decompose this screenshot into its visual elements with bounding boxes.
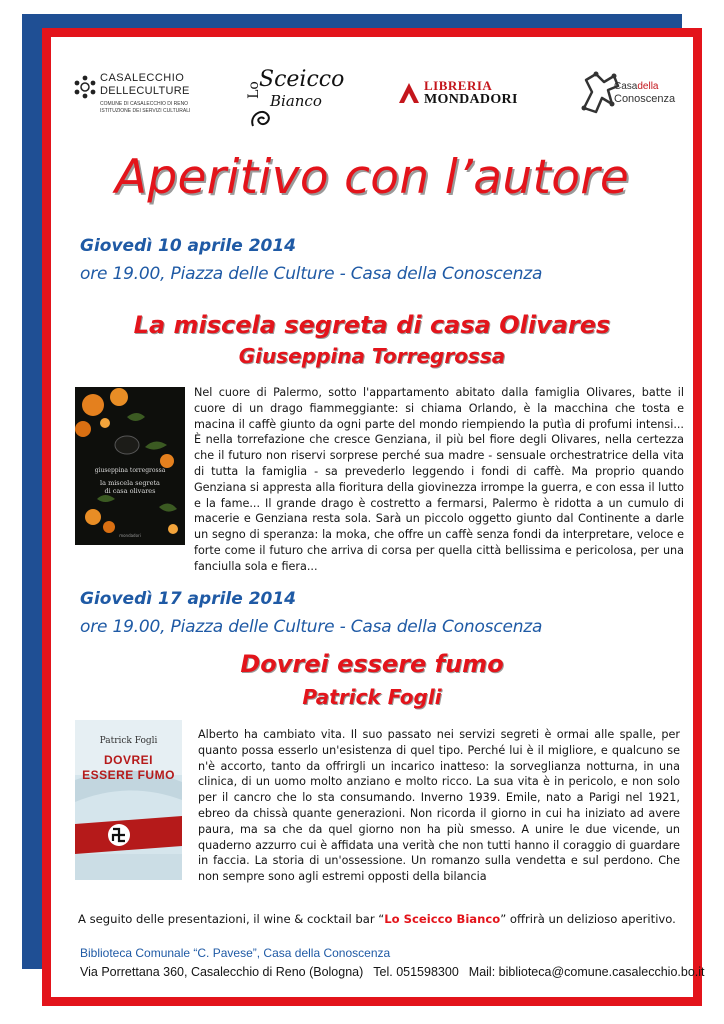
mondadori-a-icon xyxy=(398,82,420,104)
footer-aperitivo-note xyxy=(78,912,676,926)
mondadori-name: MONDADORI xyxy=(424,92,518,107)
cover1-publisher: mondadori xyxy=(119,533,141,538)
casalecchio-line2: DELLECULTURE xyxy=(100,85,190,97)
bianco-word: Bianco xyxy=(270,92,322,110)
mondadori-logo xyxy=(398,76,528,116)
sceicco-lo: Lo xyxy=(245,81,262,99)
note-highlight: Lo Sceicco Bianco xyxy=(384,912,501,926)
event1-synopsis: Nel cuore di Palermo, sotto l'appartamento abitato dalla famiglia Olivares, batte il cuore di un drago fiammeggiante: si chiama Orlando, è la macchina che tosta e macina il caffè giunto da ogni parte del mondo riempiendo la putìa di profumi intensi... È nella torrefazione che cresce Genziana, il più bel fiore degli Olivares, nella certezza che il futuro non riservi sorprese perché sua madre - sensuale orchestratrice della vita di tutta la famiglia - sa prevederlo leggendo i fondi di caffè. Ma proprio quando Genziana si appresta alla fioritura della giovinezza irrompe la guerra, e con essa il lutto e la fame... Il grande drago è costretto a fermarsi, Palermo è ridotta a un cumulo di macerie e Genziana resta sola. Sarà un piccolo oggetto giunto dal Continente a darle un segno di speranza: la moka, che offre un caffè senza fondi da interpretare, veloce e forte come il futuro che arriva di corsa per quella città bellissima e pericolosa, per una fanciulla sola e fiera... xyxy=(194,386,684,573)
conoscenza-word: Conoscenza xyxy=(614,93,676,105)
cover2-title1: DOVREI xyxy=(103,753,153,767)
event2-book-title: Dovrei essere fumo xyxy=(240,650,504,678)
cover1-author: giuseppina torregrossa xyxy=(94,467,166,474)
casalecchio-mark-icon xyxy=(72,74,98,100)
book-cover-olivares xyxy=(75,387,185,545)
event1-author: Giuseppina Torregrossa xyxy=(238,344,506,368)
library-name: Biblioteca Comunale “C. Pavese”, Casa della Conoscenza xyxy=(80,946,391,960)
cover2-title2: ESSERE FUMO xyxy=(82,768,175,782)
event2-synopsis: Alberto ha cambiato vita. Il suo passato nei servizi segreti è ormai alle spalle, per quanto possa esserlo un'esistenza di quel tipo. Perché lui è il migliore, e qualcuno se n'è accorto, tanto da offrirgli un incarico inatteso: la sorveglianza notturna, in una clinica, di un uomo molto anziano e molto ricco. La sua vita è in pericolo, e non solo per il cancro che lo sta consumando. Inverno 1939. Emile, nato a Parigi nel 1921, ebreo da chissà quante generazioni. Non ricorda il giorno in cui ha iniziato ad avere paura, ma sa che da quel giorno non ha più smesso. A unire le due vicende, un quaderno azzurro cui è affidata una verità che non tutti hanno il coraggio di guardare in faccia. La storia di un'ossessione. Un romanzo sulla vendetta e sul perdono. Che non sempre sono agli estremi opposti della bilancia xyxy=(198,728,680,884)
casalecchio-line4: ISTITUZIONE DEI SERVIZI CULTURALI xyxy=(100,108,191,114)
event2-place: ore 19.00, Piazza delle Culture - Casa della Conoscenza xyxy=(80,617,543,637)
poster-title: Aperitivo con l’autore xyxy=(114,150,630,205)
casa-word: Casa xyxy=(614,81,638,92)
sceicco-bianco-logo xyxy=(245,62,345,132)
mondadori-libreria: LIBRERIA xyxy=(424,78,493,93)
event1-place: ore 19.00, Piazza delle Culture - Casa della Conoscenza xyxy=(80,264,543,284)
conoscenza-casa xyxy=(614,81,659,92)
conoscenza-figure-icon xyxy=(578,68,622,116)
della-word: della xyxy=(637,81,659,92)
casa-conoscenza-logo xyxy=(578,66,676,121)
book-cover-fumo xyxy=(75,720,182,880)
library-mail: Mail: biblioteca@comune.casalecchio.bo.it xyxy=(468,965,705,979)
cover2-author: Patrick Fogli xyxy=(99,736,158,746)
note-after: ” offrirà un delizioso aperitivo. xyxy=(500,912,676,926)
cover1-title2: di casa olivares xyxy=(104,487,156,495)
casalecchio-logo xyxy=(72,70,212,125)
sceicco-swirl-icon xyxy=(249,106,275,130)
event1-book-title: La miscela segreta di casa Olivares xyxy=(133,311,611,339)
sceicco-word: Sceicco xyxy=(259,67,345,92)
casalecchio-line1: CASALECCHIO xyxy=(100,72,185,84)
library-contacts xyxy=(80,965,715,979)
library-address: Via Porrettana 360, Casalecchio di Reno (Bologna) xyxy=(80,965,364,979)
logo-bar xyxy=(60,62,680,132)
note-before: A seguito delle presentazioni, il wine & cocktail bar “ xyxy=(78,912,385,926)
library-phone: Tel. 051598300 xyxy=(373,965,459,979)
event1-date: Giovedì 10 aprile 2014 xyxy=(80,236,297,256)
event2-author: Patrick Fogli xyxy=(302,685,442,709)
casalecchio-line3: COMUNE DI CASALECCHIO DI RENO xyxy=(100,101,189,107)
event2-date: Giovedì 17 aprile 2014 xyxy=(80,589,297,609)
cover-olivares-art xyxy=(75,387,185,545)
cover1-title1: la miscela segreta xyxy=(100,479,160,487)
